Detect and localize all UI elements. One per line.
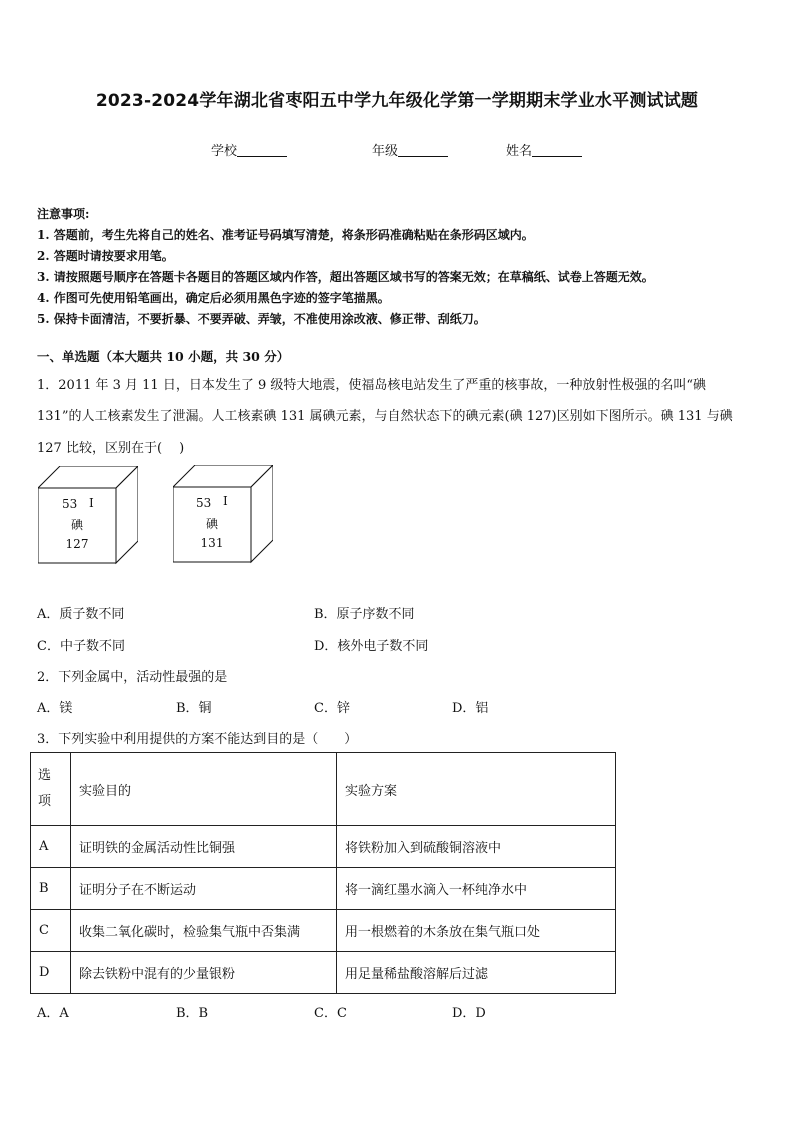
q3-option-c[interactable]: C．C: [314, 1006, 347, 1021]
q2-text: 2．下列金属中，活动性最强的是: [37, 670, 228, 685]
row-goal: 收集二氧化碳时，检验集气瓶中否集满: [71, 910, 337, 952]
notes-heading: 注意事项:: [37, 207, 90, 221]
element-symbol: I: [223, 494, 228, 508]
table-row: [31, 868, 616, 910]
row-goal: 除去铁粉中混有的少量银粉: [71, 952, 337, 994]
q1-option-a[interactable]: A．质子数不同: [37, 607, 125, 622]
q2-option-a[interactable]: A．镁: [37, 701, 73, 716]
q1-option-c[interactable]: C．中子数不同: [37, 639, 125, 654]
note-item: 1. 答题前，考生先将自己的姓名、准考证号码填写清楚，将条形码准确粘贴在条形码区域内。: [37, 228, 534, 242]
row-option: D: [31, 952, 71, 994]
q3-option-b[interactable]: B．B: [176, 1006, 209, 1021]
row-option: C: [31, 910, 71, 952]
q2-option-b[interactable]: B．铜: [176, 701, 212, 716]
q3-option-a[interactable]: A．A: [37, 1006, 69, 1021]
table-row: [31, 952, 616, 994]
q3-text: 3．下列实验中利用提供的方案不能达到目的是（ ）: [37, 732, 358, 747]
note-item: 3. 请按照题号顺序在答题卡各题目的答题区域内作答，超出答题区域书写的答案无效；在草稿纸、试卷上答题无效。: [37, 270, 654, 284]
iodine-131-cube: [173, 465, 273, 565]
row-goal: 证明分子在不断运动: [71, 868, 337, 910]
name-blank[interactable]: [532, 143, 582, 157]
row-goal: 证明铁的金属活动性比铜强: [71, 826, 337, 868]
element-name: 碘: [70, 518, 83, 532]
q1-option-b[interactable]: B．原子序数不同: [314, 607, 415, 622]
grade-blank[interactable]: [398, 143, 448, 157]
row-option: B: [31, 868, 71, 910]
q1-line: 127 比较，区别在于( ): [37, 441, 185, 456]
header-option-text: 选项: [38, 768, 52, 809]
q1-line: 131”的人工核素发生了泄漏。人工核素碘 131 属碘元素，与自然状态下的碘元素(碘 127)区别如下图所示。碘 131 与碘: [37, 409, 733, 424]
name-label: 姓名: [506, 144, 533, 159]
atomic-number: 53: [62, 497, 78, 511]
section-heading: 一、单选题（本大题共 10 小题，共 30 分）: [37, 349, 290, 364]
row-plan: 用一根燃着的木条放在集气瓶口处: [337, 910, 616, 952]
q2-option-c[interactable]: C．锌: [314, 701, 350, 716]
mass-number: 127: [65, 537, 89, 551]
header-plan: 实验方案: [337, 753, 616, 826]
mass-number: 131: [200, 536, 224, 550]
notes-block: [37, 204, 654, 330]
iodine-127-cube: [38, 466, 138, 566]
exam-title: 2023-2024学年湖北省枣阳五中学九年级化学第一学期期末学业水平测试试题: [95, 91, 699, 111]
q1-option-d[interactable]: D．核外电子数不同: [314, 639, 429, 654]
header-option: [31, 753, 71, 826]
school-field: [211, 140, 287, 159]
row-plan: 用足量稀盐酸溶解后过滤: [337, 952, 616, 994]
table-header-row: [31, 753, 616, 826]
note-item: 2. 答题时请按要求用笔。: [37, 249, 174, 263]
q1-line: 1．2011 年 3 月 11 日，日本发生了 9 级特大地震，使福岛核电站发生了严重的核事故，一种放射性极强的名叫“碘: [37, 378, 707, 393]
row-plan: 将铁粉加入到硫酸铜溶液中: [337, 826, 616, 868]
row-plan: 将一滴红墨水滴入一杯纯净水中: [337, 868, 616, 910]
school-blank[interactable]: [237, 143, 287, 157]
q2-option-d[interactable]: D．铝: [452, 701, 489, 716]
element-name: 碘: [205, 517, 218, 531]
school-label: 学校: [211, 144, 238, 159]
element-symbol: I: [89, 496, 94, 510]
experiment-table: [30, 752, 616, 994]
name-field: [506, 140, 582, 159]
row-option: A: [31, 826, 71, 868]
atomic-number: 53: [196, 496, 212, 510]
q3-option-d[interactable]: D．D: [452, 1006, 486, 1021]
note-item: 5. 保持卡面清洁，不要折暴、不要弄破、弄皱，不准使用涂改液、修正带、刮纸刀。: [37, 312, 486, 326]
grade-label: 年级: [372, 144, 399, 159]
grade-field: [372, 140, 448, 159]
table-row: [31, 826, 616, 868]
note-item: 4. 作图可先使用铅笔画出，确定后必须用黑色字迹的签字笔描黑。: [37, 291, 390, 305]
table-row: [31, 910, 616, 952]
header-goal: 实验目的: [71, 753, 337, 826]
